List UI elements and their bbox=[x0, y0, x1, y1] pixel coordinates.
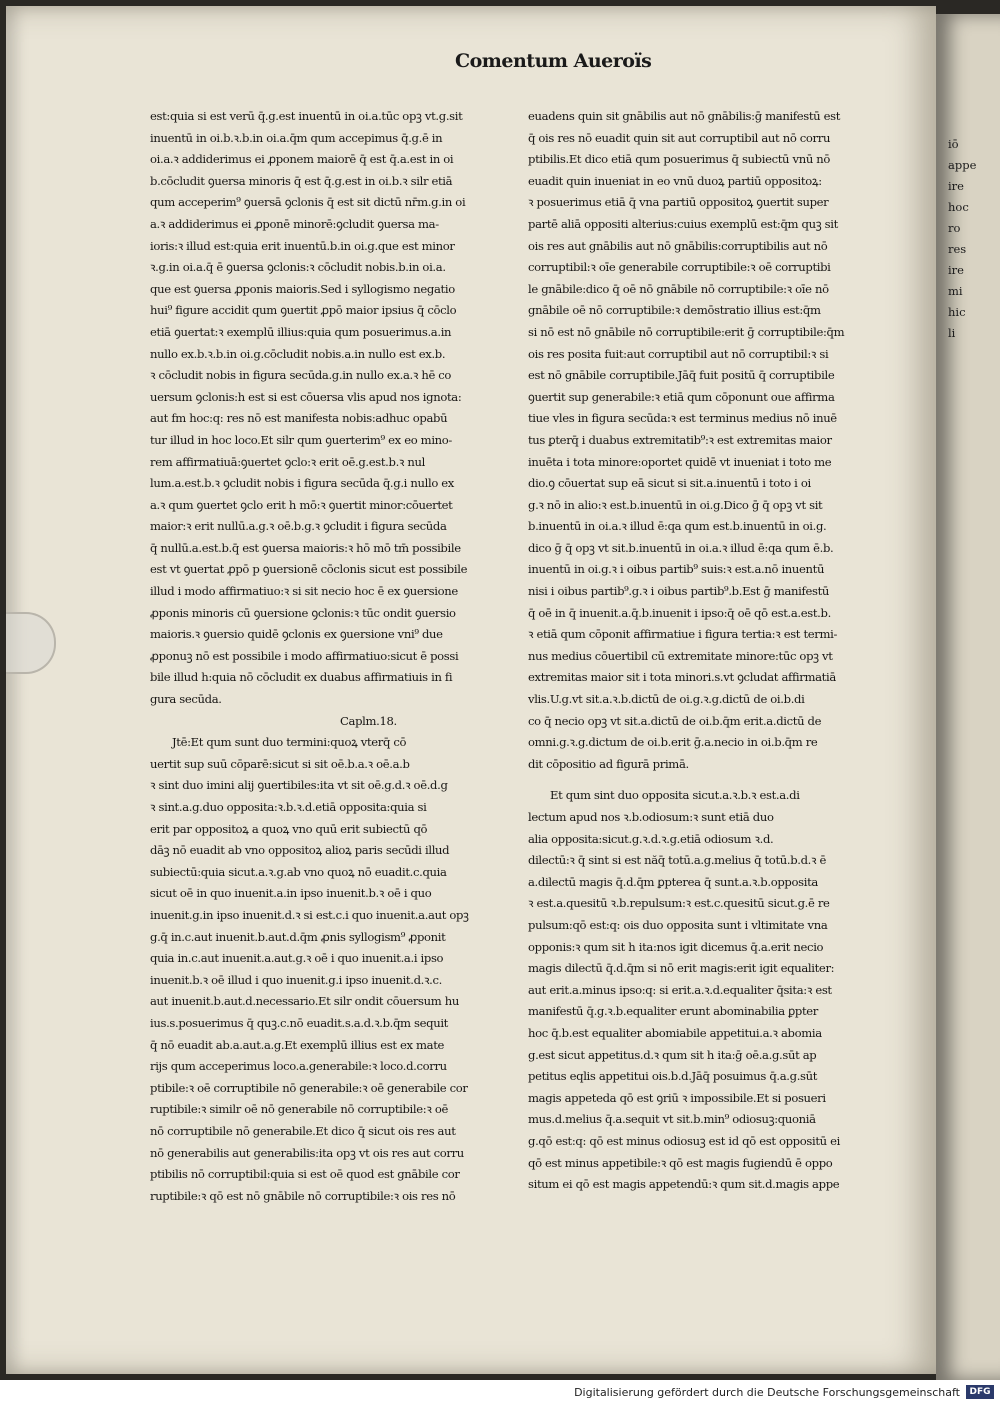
text-line: ꝛ sint duo imini alij ꝯuertibiles:ita vt sit oē.g.d.ꝛ oē.d.g bbox=[150, 778, 448, 793]
text-line: euadens quin sit gnābilis aut nō gnābilis:ḡ manifestū est bbox=[528, 109, 841, 123]
text-line: que est ꝯuersa ꝓponis maioris.Sed i syllogismo negatio bbox=[150, 281, 455, 296]
right-page-edge bbox=[936, 14, 1000, 1380]
text-line: lum.a.est.b.ꝛ ꝯcludit nobis i figura secūda q̄.g.i nullo ex bbox=[150, 476, 454, 491]
text-line: le gnābile:dico q̄ oē nō gnābile nō corruptibile:ꝛ oīe nō bbox=[528, 281, 829, 296]
text-line: rijs qum acceperimus loco.a.generabile:ꝛ loco.d.corru bbox=[150, 1059, 447, 1074]
edge-text-fragment: ire bbox=[948, 263, 964, 277]
text-line: maior:ꝛ erit nullū.a.g.ꝛ oē.b.g.ꝛ ꝯcludit i figura secūda bbox=[150, 519, 447, 534]
left-column-text bbox=[150, 106, 500, 711]
text-line: dio.ꝯ cōuertat sup eā sicut si sit.a.inuentū i toto i oi bbox=[528, 476, 811, 491]
text-line: ptibilis nō corruptibil:quia si est oē quod est gnābile cor bbox=[150, 1167, 460, 1182]
text-line: lectum apud nos ꝛ.b.odiosum:ꝛ sunt etiā duo bbox=[528, 810, 774, 824]
text-line: pulsum:qō est:q: ois duo opposita sunt i vltimitate vna bbox=[528, 917, 828, 932]
text-line: aut inuenit.b.aut.d.necessario.Et silr ondit cōuersum hu bbox=[150, 994, 459, 1009]
left-column bbox=[150, 106, 500, 1207]
text-line: ꝛ.g.in oi.a.q̄ ē ꝯuersa ꝯclonis:ꝛ cōcludit nobis.b.in oi.a. bbox=[150, 260, 446, 275]
page-clip bbox=[6, 612, 56, 674]
text-line: hoc q̄.b.est equaliter abomiabile appetitui.a.ꝛ abomia bbox=[528, 1025, 822, 1040]
text-line: manifestū q̄.g.ꝛ.b.equaliter erunt abominabilia ꝑpter bbox=[528, 1004, 818, 1019]
text-line: ius.s.posuerimus q̄ quꝫ.c.nō euadit.s.a.d.ꝛ.b.q̄m sequit bbox=[150, 1015, 448, 1030]
text-line: a.ꝛ addiderimus ei ꝓponē minorē:ꝯcludit ꝯuersa ma- bbox=[150, 216, 439, 231]
text-line: dāꝫ nō euadit ab vno oppositoꝝ alioꝝ paris secūdi illud bbox=[150, 843, 450, 858]
text-line: q̄ oē in q̄ inuenit.a.q̄.b.inuenit i ipso:q̄ oē qō est.a.est.b. bbox=[528, 605, 831, 620]
text-line: ptibilis.Et dico etiā qum posuerimus q̄ subiectū vnū nō bbox=[528, 152, 831, 167]
edge-text-fragment: res bbox=[948, 242, 967, 256]
text-line: ꝛ est.a.quesitū ꝛ.b.repulsum:ꝛ est.c.quesitū sicut.g.ē re bbox=[528, 896, 830, 911]
running-title: Comentum Aueroïs bbox=[455, 50, 652, 72]
dfg-logo: DFG bbox=[966, 1385, 994, 1399]
edge-text-fragment: li bbox=[948, 326, 956, 340]
text-line: tiue vles in figura secūda:ꝛ est terminus medius nō inuē bbox=[528, 411, 837, 426]
text-line: ptibile:ꝛ oē corruptibile nō generabile:ꝛ oē generabile cor bbox=[150, 1080, 468, 1095]
text-line: vlis.U.g.vt sit.a.ꝛ.b.dictū de oi.g.ꝛ.g.dictū de oi.b.di bbox=[528, 692, 805, 707]
text-line: g.ꝛ nō in alio:ꝛ est.b.inuentū in oi.g.Dico ḡ q̄ opꝫ vt sit bbox=[528, 497, 823, 512]
text-line: maioris.ꝛ ꝯuersio quidē ꝯclonis ex ꝯuersione vni⁹ due bbox=[150, 627, 443, 642]
text-line: euadit quin inueniat in eo vnū duoꝝ partiū oppositoꝝ: bbox=[528, 173, 822, 188]
text-line: situm ei qō est magis appetendū:ꝛ qum sit.d.magis appe bbox=[528, 1177, 840, 1192]
text-line: sicut oē in quo inuenit.a.in ipso inuenit.b.ꝛ oē i quo bbox=[150, 886, 432, 901]
text-line: si nō est nō gnābile nō corruptibile:erit ḡ corruptibile:q̄m bbox=[528, 324, 845, 339]
edge-text-fragment: hic bbox=[948, 305, 966, 319]
text-line: erit par oppositoꝝ a quoꝝ vno quū erit subiectū qō bbox=[150, 821, 428, 836]
text-line: tus ꝑterq̄ i duabus extremitatib⁹:ꝛ est extremitas maior bbox=[528, 432, 832, 447]
text-line: inuenit.g.in ipso inuenit.d.ꝛ si est.c.i quo inuenit.a.aut opꝫ bbox=[150, 907, 469, 922]
text-line: ꝛ posuerimus etiā q̄ vna partiū oppositoꝝ ꝯuertit super bbox=[528, 195, 829, 210]
text-line: quia in.c.aut inuenit.a.aut.g.ꝛ oē i quo inuenit.a.i ipso bbox=[150, 951, 444, 966]
left-column-text-2 bbox=[150, 732, 500, 1207]
text-line: ois res aut gnābilis aut nō gnābilis:corruptibilis aut nō bbox=[528, 238, 828, 253]
text-line: co q̄ necio opꝫ vt sit.a.dictū de oi.b.q̄m erit.a.dictū de bbox=[528, 713, 822, 728]
text-line: omni.g.ꝛ.g.dictum de oi.b.erit ḡ.a.necio in oi.b.q̄m re bbox=[528, 735, 818, 750]
text-line: inuentū in oi.g.ꝛ i oibus partib⁹ suis:ꝛ est.a.nō inuentū bbox=[528, 562, 825, 577]
text-line: subiectū:quia sicut.a.ꝛ.g.ab vno quoꝝ nō euadit.c.quia bbox=[150, 864, 447, 879]
text-line: partē aliā oppositi alterius:cuius exemplū est:q̄m quꝫ sit bbox=[528, 216, 838, 231]
text-line: petitus eqlis appetitui ois.b.d.Jāq̄ posuimus q̄.a.g.sūt bbox=[528, 1069, 818, 1084]
text-line: g.qō est:q: qō est minus odiosuꝫ est id qō est oppositū ei bbox=[528, 1133, 840, 1148]
chapter-label: Caplm.18. bbox=[340, 713, 397, 728]
text-line: q̄ nō euadit ab.a.aut.a.g.Et exemplū illius est ex mate bbox=[150, 1037, 445, 1052]
text-line: uersum ꝯclonis:h est si est cōuersa vlis apud nos ignota: bbox=[150, 389, 462, 404]
text-line: ꝓponuꝫ nō est possibile i modo affirmatiuo:sicut ē possi bbox=[150, 648, 459, 663]
text-line: uertit sup suū cōparē:sicut si sit oē.b.a.ꝛ oē.a.b bbox=[150, 756, 410, 771]
text-line: g.est sicut appetitus.d.ꝛ qum sit h ita:ḡ oē.a.g.sūt ap bbox=[528, 1047, 817, 1062]
text-line: inuēta i tota minore:oportet quidē vt inueniat i toto me bbox=[528, 454, 832, 469]
edge-text-fragment: appe bbox=[948, 158, 977, 172]
edge-text-fragment: iō bbox=[948, 137, 959, 151]
text-line: gnābile oē nō corruptibile:ꝛ demōstratio illius est:q̄m bbox=[528, 303, 821, 318]
text-line: b.inuentū in oi.a.ꝛ illud ē:qa qum est.b.inuentū in oi.g. bbox=[528, 519, 827, 534]
right-column bbox=[528, 106, 888, 1196]
text-line: est vt ꝯuertat ꝓpō p ꝯuersionē cōclonis sicut est possibile bbox=[150, 562, 468, 577]
text-line: illud i modo affirmatiuo:ꝛ si sit necio hoc ē ex ꝯuersione bbox=[150, 584, 458, 599]
right-column-text-2 bbox=[528, 785, 888, 1195]
text-line: mus.d.melius q̄.a.sequit vt sit.b.min⁹ odiosuꝫ:quoniā bbox=[528, 1112, 816, 1127]
text-line: ꝓponis minoris cū ꝯuersione ꝯclonis:ꝛ tūc ondit ꝯuersio bbox=[150, 605, 456, 620]
text-line: ois res posita fuit:aut corruptibil aut nō corruptibil:ꝛ si bbox=[528, 346, 829, 361]
text-line: opponis:ꝛ qum sit h ita:nos igit dicemus q̄.a.erit necio bbox=[528, 939, 824, 954]
text-line: oi.a.ꝛ addiderimus ei ꝓponem maiorē q̄ est q̄.a.est in oi bbox=[150, 152, 454, 167]
text-line: tur illud in hoc loco.Et silr qum ꝯuerterim⁹ ex eo mino- bbox=[150, 432, 452, 447]
edge-text-fragment: hoc bbox=[948, 200, 969, 214]
text-line: dilectū:ꝛ q̄ sint si est năq̄ totū.a.g.melius q̄ totū.b.d.ꝛ ē bbox=[528, 853, 827, 868]
text-line: a.ꝛ qum ꝯuertet ꝯclo erit h mō:ꝛ ꝯuertit minor:cōuertet bbox=[150, 497, 453, 512]
edge-text-fragment: ro bbox=[948, 221, 961, 235]
text-line: nō generabilis aut generabilis:ita opꝫ vt ois res aut corru bbox=[150, 1145, 464, 1160]
text-line: etiā ꝯuertat:ꝛ exemplū illius:quia qum posuerimus.a.in bbox=[150, 324, 452, 339]
text-line: ruptibile:ꝛ similr oē nō generabile nō corruptibile:ꝛ oē bbox=[150, 1102, 448, 1117]
text-line: aut erit.a.minus ipso:q: si erit.a.ꝛ.d.equaliter q̄sita:ꝛ est bbox=[528, 982, 832, 997]
text-line: bile illud h:quia nō cōcludit ex duabus affirmatiuis in fi bbox=[150, 670, 453, 685]
text-line: Et qum sint duo opposita sicut.a.ꝛ.b.ꝛ est.a.di bbox=[550, 788, 800, 803]
text-line: aut fm hoc:q: res nō est manifesta nobis:adhuc opabū bbox=[150, 411, 448, 426]
text-line: g.q̄ in.c.aut inuenit.b.aut.d.q̄m ꝓnis syllogism⁹ ꝓponit bbox=[150, 929, 446, 944]
text-line: q̄ nullū.a.est.b.q̄ est ꝯuersa maioris:ꝛ hō mō tm̄ possibile bbox=[150, 540, 461, 555]
text-line: Jtē:Et qum sunt duo termini:quoꝝ vterq̄ cō bbox=[172, 735, 407, 750]
text-line: hui⁹ figure accidit qum ꝯuertit ꝓpō maior ipsius q̄ cōclo bbox=[150, 303, 457, 318]
text-line: ruptibile:ꝛ qō est nō gnābile nō corruptibile:ꝛ ois res nō bbox=[150, 1188, 456, 1203]
text-line: nō corruptibile nō generabile.Et dico q̄ sicut ois res aut bbox=[150, 1123, 456, 1138]
text-line: nus medius cōuertibil cū extremitate minore:tūc opꝫ vt bbox=[528, 648, 833, 663]
text-line: est nō gnābile corruptibile.Jāq̄ fuit positū q̄ corruptibile bbox=[528, 368, 835, 383]
text-line: b.cōcludit ꝯuersa minoris q̄ est q̄.g.est in oi.b.ꝛ silr etiā bbox=[150, 173, 453, 188]
text-line: alia opposita:sicut.g.ꝛ.d.ꝛ.g.etiā odiosum ꝛ.d. bbox=[528, 831, 774, 846]
text-line: inuentū in oi.b.ꝛ.b.in oi.a.q̄m qum accepimus q̄.g.ē in bbox=[150, 130, 443, 145]
text-line: ꝛ etiā qum cōponit affirmatiue i figura tertia:ꝛ est termi- bbox=[528, 627, 838, 642]
edge-text-fragment: mi bbox=[948, 284, 963, 298]
text-line: qum acceperim⁹ ꝯuersā ꝯclonis q̄ est sit dictū nr̄m.g.in oi bbox=[150, 195, 466, 210]
text-line: a.dilectū magis q̄.d.q̄m ꝑpterea q̄ sunt.a.ꝛ.b.opposita bbox=[528, 874, 818, 889]
text-line: ioris:ꝛ illud est:quia erit inuentū.b.in oi.g.que est minor bbox=[150, 238, 455, 253]
edge-text-fragment: ire bbox=[948, 179, 964, 193]
text-line: nullo ex.b.ꝛ.b.in oi.g.cōcludit nobis.a.in nullo est ex.b. bbox=[150, 346, 446, 361]
text-line: magis appeteda qō est ꝯriū ꝛ impossibile.Et si posueri bbox=[528, 1090, 826, 1105]
text-line: q̄ ois res nō euadit quin sit aut corruptibil aut nō corru bbox=[528, 130, 831, 145]
right-column-text bbox=[528, 106, 888, 775]
text-line: corruptibil:ꝛ oīe generabile corruptibile:ꝛ oē corruptibi bbox=[528, 260, 831, 275]
text-line: gura secūda. bbox=[150, 692, 222, 707]
text-line: qō est minus appetibile:ꝛ qō est magis fugiendū ē oppo bbox=[528, 1155, 833, 1170]
text-line: extremitas maior sit i tota minori.s.vt ꝯcludat affirmatiā bbox=[528, 670, 836, 685]
text-line: magis dilectū q̄.d.q̄m si nō erit magis:erit igit equaliter: bbox=[528, 961, 835, 976]
footer-bar bbox=[0, 1380, 1000, 1406]
funding-notice: Digitalisierung gefördert durch die Deutsche Forschungsgemeinschaft bbox=[574, 1386, 960, 1399]
text-line: ꝛ cōcludit nobis in figura secūda.g.in nullo ex.a.ꝛ hē co bbox=[150, 368, 452, 383]
text-line: rem affirmatiuā:ꝯuertet ꝯclo:ꝛ erit oē.g.est.b.ꝛ nul bbox=[150, 454, 425, 469]
text-line: dit cōpositio ad figurā primā. bbox=[528, 756, 689, 771]
text-line: nisi i oibus partib⁹.g.ꝛ i oibus partib⁹.b.Est ḡ manifestū bbox=[528, 584, 829, 599]
text-line: ꝯuertit sup generabile:ꝛ etiā qum cōponunt oue affirma bbox=[528, 389, 835, 404]
text-line: ꝛ sint.a.g.duo opposita:ꝛ.b.ꝛ.d.etiā opposita:quia si bbox=[150, 800, 427, 814]
text-line: inuenit.b.ꝛ oē illud i quo inuenit.g.i ipso inuenit.d.ꝛ.c. bbox=[150, 972, 442, 987]
text-line: est:quia si est verū q̄.g.est inuentū in oi.a.tūc opꝫ vt.g.sit bbox=[150, 109, 463, 123]
right-edge-text bbox=[936, 134, 976, 344]
text-line: dico ḡ q̄ opꝫ vt sit.b.inuentū in oi.a.ꝛ illud ē:qa qum ē.b. bbox=[528, 540, 834, 555]
